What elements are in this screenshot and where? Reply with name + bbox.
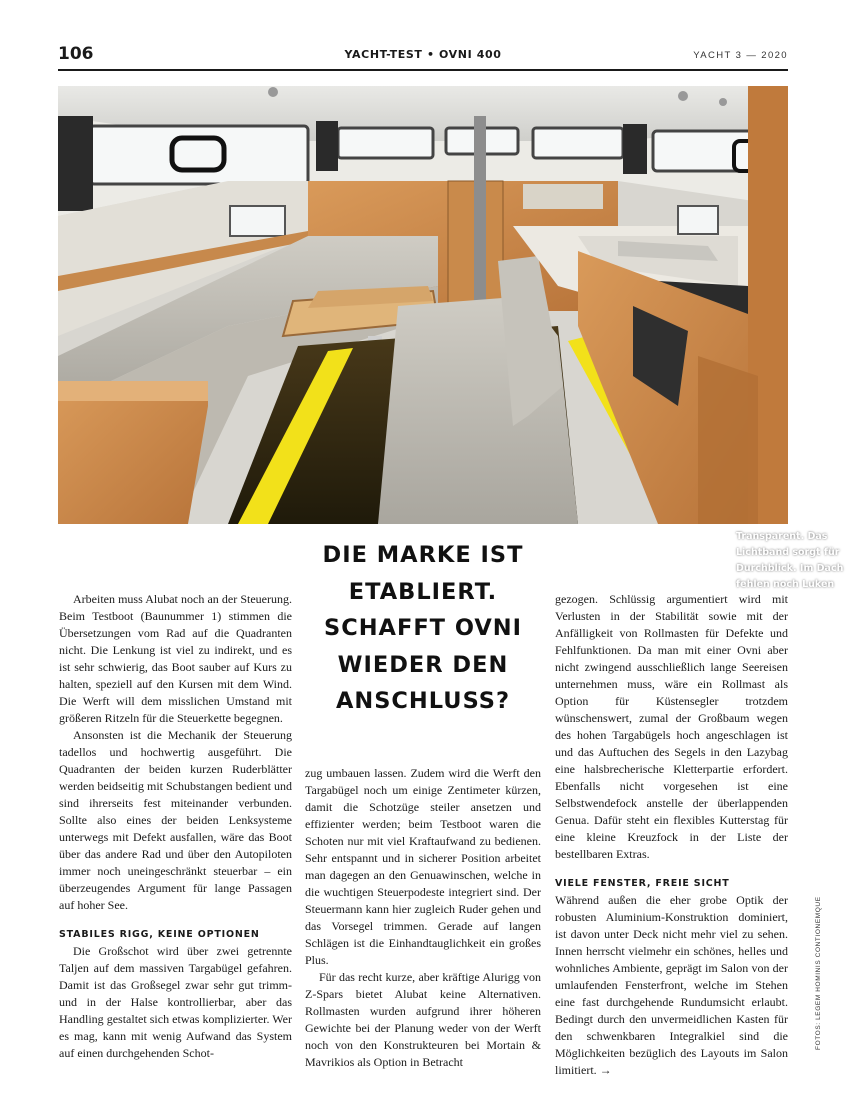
paragraph: Arbeiten muss Alubat noch an der Steuerung. Beim Testboot (Baunummer 1) stimmen die Übersetzungen vom Rad auf die Quadranten nicht. Die Lenkung ist viel zu indirekt, und es ist sehr schwierig, das Boot sauber auf Kurs zu halten, speziell auf den Kursen mit dem Wind. Die Werft will dem misslichen Umstand mit größeren Ritzeln für die Steuerkette begegnen. <box>59 592 292 725</box>
article-column-2 <box>305 765 541 1071</box>
photo-credit: FOTOS: LEGEM HOMINIS CONTIONEMQUE <box>815 896 822 1050</box>
issue-label: YACHT 3 — 2020 <box>693 50 788 61</box>
salon-photo-illustration <box>58 86 788 524</box>
paragraph: Für das recht kurze, aber kräftige Alurigg von Z-Spars bietet Alubat keine Alternativen. Rollmasten wurden aufgrund ihrer höheren Gewichte bei der Planung weder von der Werft noch von den Konstrukteuren bei Mortain & Mavrikios als Option in Betracht <box>305 970 541 1069</box>
paragraph: Ansonsten ist die Mechanik der Steuerung tadellos und hochwertig ausgeführt. Die Quadranten der beiden kurzen Ruderblätter werden beidseitig mit Schubstangen bedient und sind ihrerseits fest miteinander verbunden. Sollte also eines der beiden Lenksysteme unterwegs mit Defekt ausfallen, wäre das Boot über das andere Rad und über den Autopiloten immer noch uneingeschränkt steuerbar – ein überzeugendes Argument für lange Passagen auf hoher See. <box>59 728 292 912</box>
section-title: YACHT-TEST • OVNI 400 <box>344 48 502 61</box>
article-column-1 <box>59 591 292 1062</box>
paragraph: zug umbauen lassen. Zudem wird die Werft den Targabügel noch um einige Zentimeter kürzen, damit die Schotzüge steiler ansetzen und effizienter werden; beim Testboot waren die Schoten nur mit viel Kraftaufwand zu bedienen. Sehr entspannt und in sicherer Position arbeitet man dagegen an den Genuawinschen, welche in die wuchtigen Steuerpodeste integriert sind. Der Steuermann kann hier zugleich Ruder gehen und das Vorsegel trimmen. Gerade auf langen Schlägen ist die Einhandtauglichkeit ein großes Plus. <box>305 766 541 967</box>
paragraph: Die Großschot wird über zwei getrennte Taljen auf dem massiven Targabügel gefahren. Damit ist das Großsegel zwar sehr gut trimm- und in der Halse kontrollierbar, aber das Handling gestaltet sich etwas komplizierter. Wer es mag, kann mit wenig Aufwand das System auf einen durchgehenden Schot- <box>59 944 292 1060</box>
paragraph: gezogen. Schlüssig argumentiert wird mit Verlusten in der Stabilität sowie mit der Anfälligkeit von Rollmasten für Defekte und Fehlfunktionen. Da man mit einer Ovni aber nicht zwingend ausschließlich lange Seereisen unternehmen muss, wäre ein Rollmast als Option für Küstensegler trotzdem wünschenswert, zumal der Großbaum wegen des hohen Targabügels hoch angeschlagen ist und das Auftuchen des Segels in den Lazybag eine halsbrecherische Kletterpartie erfordert. Ebenfalls nicht vorgesehen ist eine Selbstwendefock anstelle der überlappenden Genua. Dafür steht ein flexibles Kutterstag für eine kleine Kreuzfock in der Liste der bestellbaren Extras. <box>555 592 788 861</box>
subheading: STABILES RIGG, KEINE OPTIONEN <box>59 929 260 940</box>
pull-quote: DIE MARKE IST ETABLIERT. SCHAFFT OVNI WIEDER DEN ANSCHLUSS? <box>322 542 524 714</box>
photo-caption: Transparent. Das Lichtband sorgt für Durchblick. Im Dach fehlen noch Luken <box>736 531 844 590</box>
article-column-3 <box>555 591 788 1079</box>
salon-photo <box>58 86 844 590</box>
page-number: 106 <box>58 44 94 64</box>
page-header <box>58 44 788 68</box>
paragraph <box>555 892 788 1079</box>
header-rule <box>58 69 788 71</box>
subheading: VIELE FENSTER, FREIE SICHT <box>555 878 730 889</box>
continue-arrow-icon: → <box>599 1063 612 1077</box>
paragraph-text: Während außen die eher grobe Optik der robusten Aluminium-Konstruktion dominiert, ist davon unter Deck nicht mehr viel zu sehen. Innen herrscht vielmehr ein schönes, helles und wohnliches Ambiente, geprägt im Salon von der umlaufenden Fensterfront, welche im Stehen eine fast durchgehende Rundumsicht erlaubt. Bedingt durch den unvermeidlichen Kasten für den schwenkbaren Integralkiel sind die Möglichkeiten bezüglich des Layouts im Salon limitiert. <box>555 893 788 1077</box>
